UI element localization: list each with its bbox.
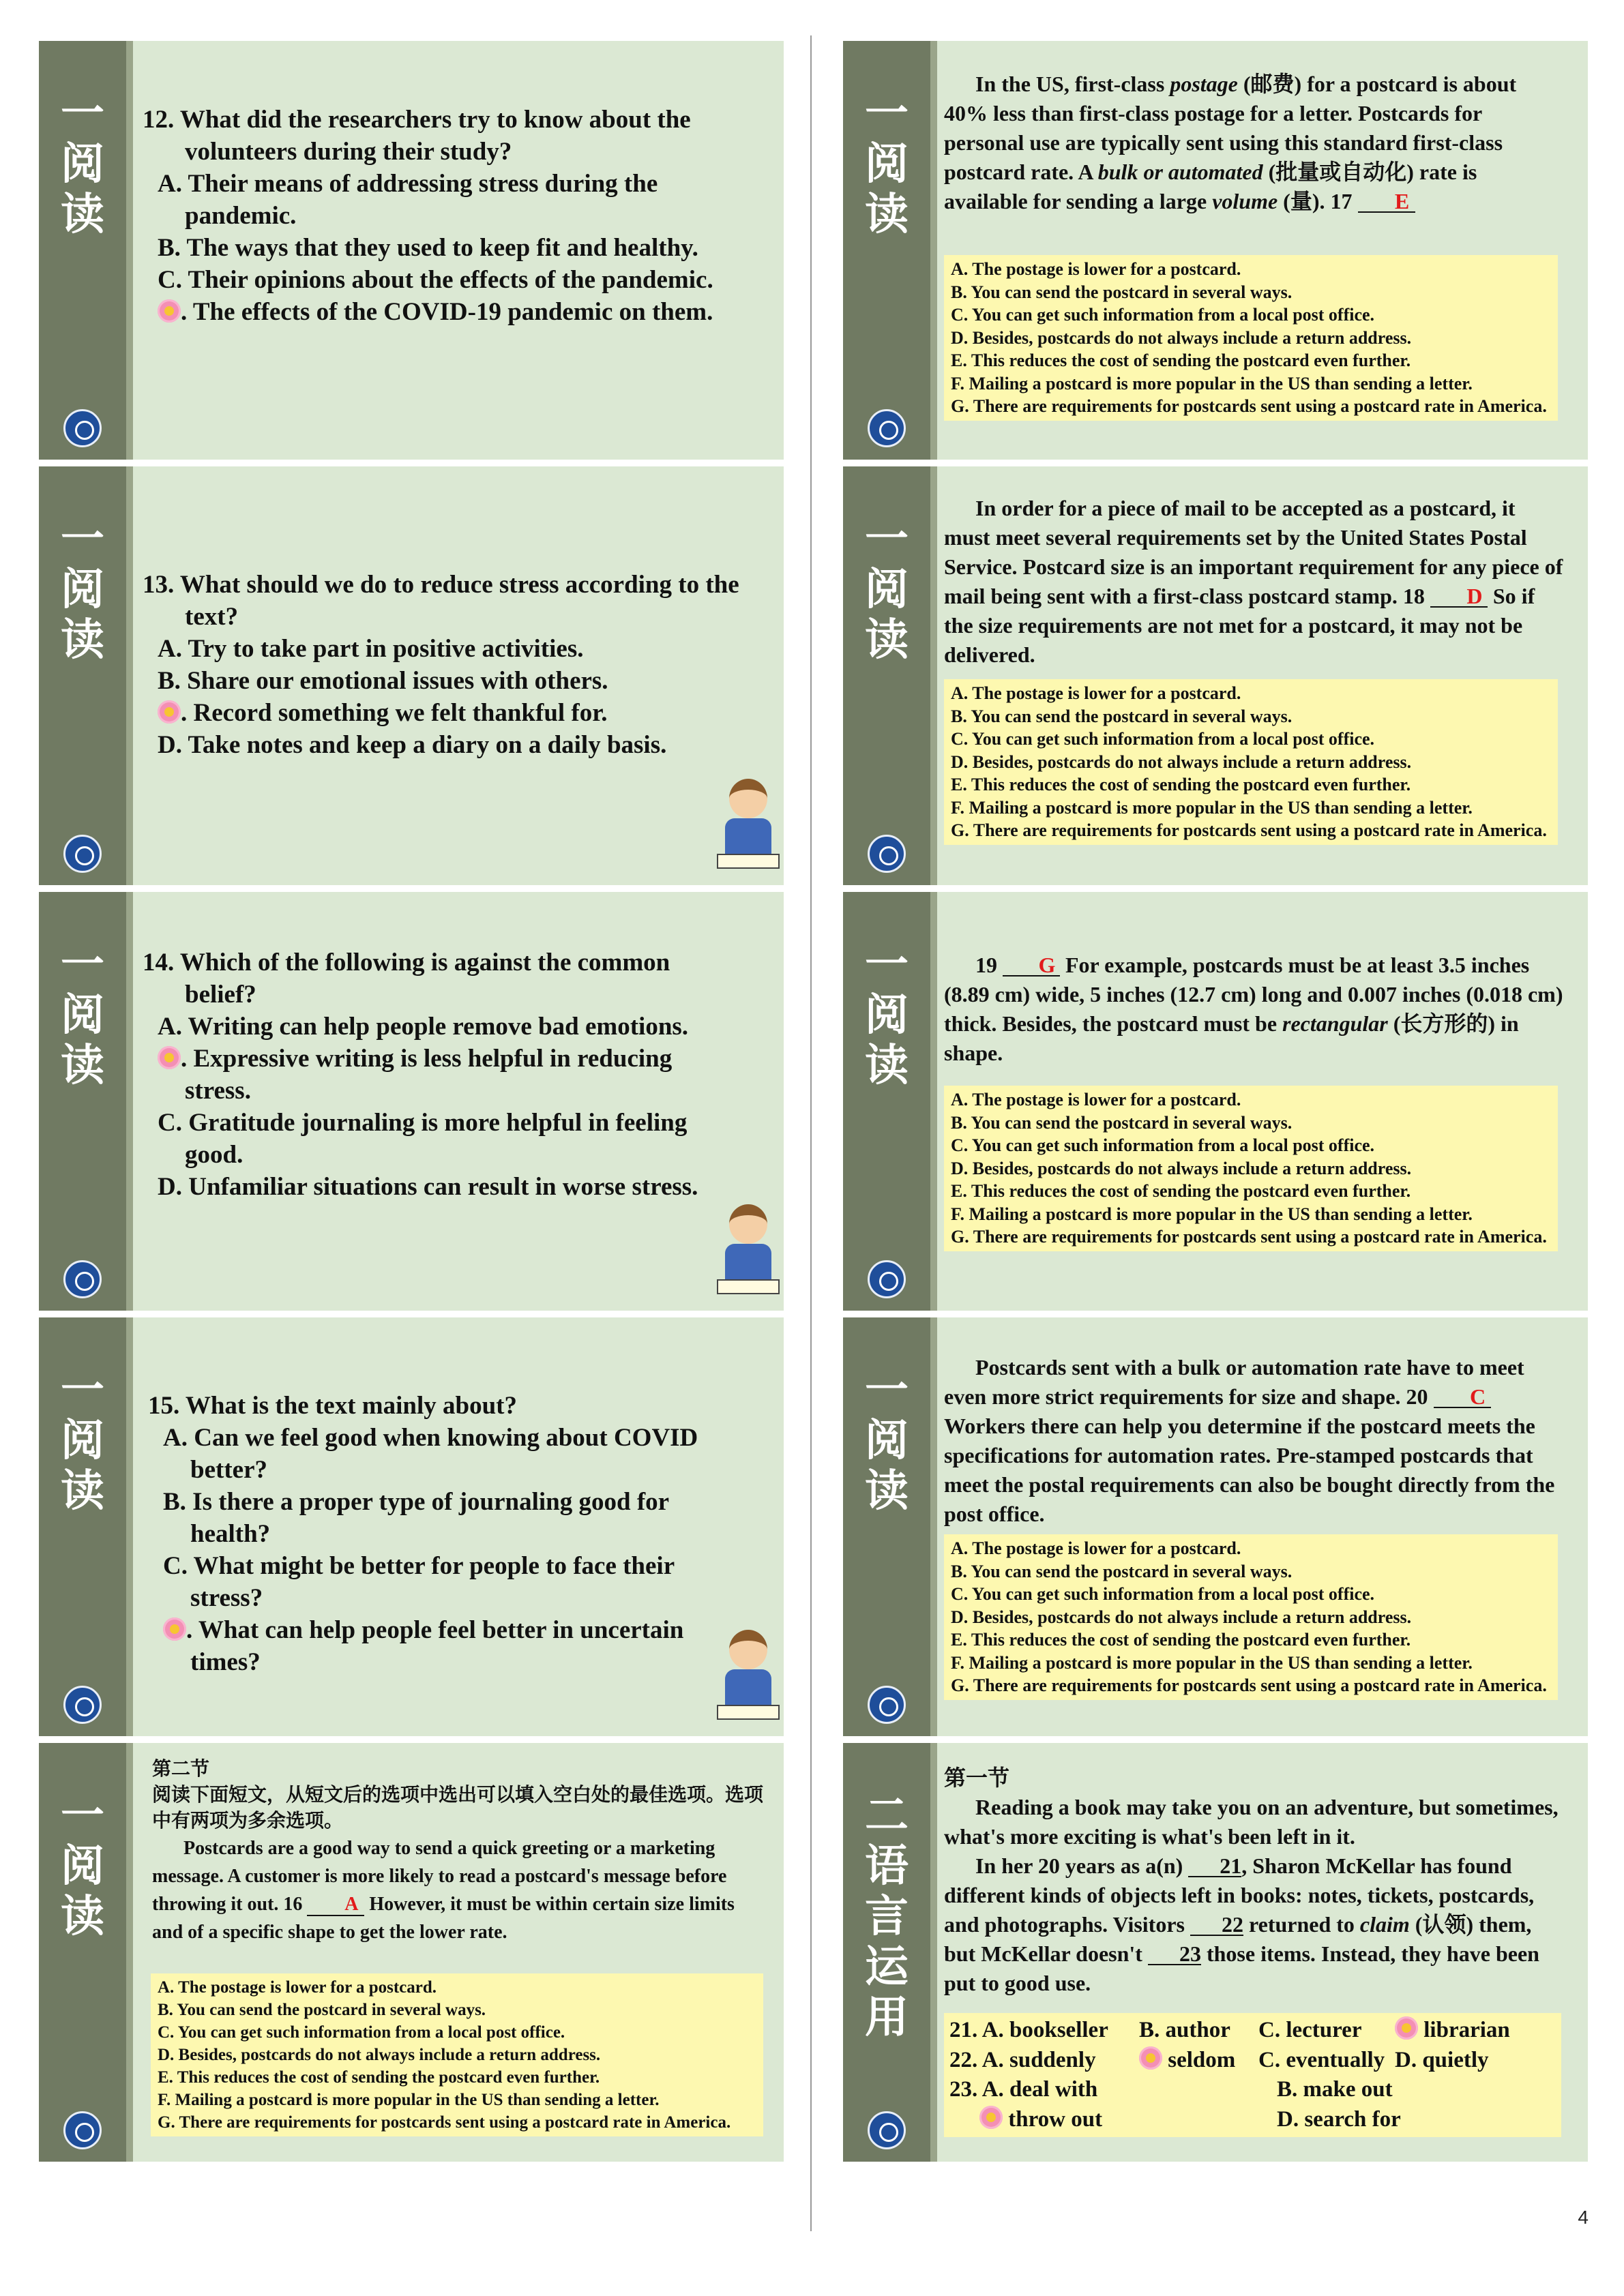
school-logo-icon [868, 2111, 906, 2149]
school-logo-icon [868, 409, 906, 447]
student-cartoon-icon [717, 1199, 780, 1301]
flower-answer-icon [1139, 2046, 1162, 2070]
slide-19 [843, 892, 1588, 1311]
school-logo-icon [868, 1686, 906, 1724]
school-logo-icon [63, 1686, 102, 1724]
passage-text: Postcards are a good way to send a quick greeting or a marketing message. A customer is more likely to read a postcard's message before throwing it out. 16 A However, it must be within certain size limits and of a specific shape to get the lower rate. [152, 1838, 735, 1943]
band-label: 二 语 言 运 用 [865, 1791, 909, 2043]
options-21-23 [944, 2013, 1561, 2137]
passage-16 [152, 1757, 766, 1946]
band-label: 一 阅 读 [865, 940, 909, 1091]
options-row-22: 22. A. suddenly seldom C. eventually D. quietly [949, 2047, 1489, 2072]
band-label: 一 阅 读 [61, 1791, 104, 1942]
option-d: D. Take notes and keep a diary on a daily basis. [158, 731, 667, 759]
slide-21-23 [843, 1743, 1588, 2162]
option-a: A. Try to take part in positive activities. [158, 635, 584, 663]
question-stem: 15. What is the text mainly about? [148, 1392, 517, 1420]
passage-text: Postcards sent with a bulk or automation rate have to meet even more strict requirements for size and shape. 20 C Workers there can help you determine if the postcard meets the specifications for automation rates. Pre-stamped postcards that meet the postal requirements can also be bought directly from the post office. [944, 1355, 1555, 1526]
passage-text: 19 G For example, postcards must be at least 3.5 inches (8.89 cm) wide, 5 inches (12.7 cm) long and 0.007 inches (0.018 cm) thick. Besides, the postcard must be rectangular (长方形的) in shape. [944, 953, 1563, 1065]
school-logo-icon [63, 2111, 102, 2149]
slide-q14 [39, 892, 784, 1311]
slide-q13 [39, 466, 784, 885]
band-label: 一 阅 读 [865, 89, 909, 240]
flower-answer-icon [163, 1617, 186, 1641]
flower-answer-icon [1395, 2016, 1418, 2040]
section-heading: 第一节 [944, 1765, 1010, 1790]
passage-text: In order for a piece of mail to be accepted as a postcard, it must meet several requirements set by the United States Postal Service. Postcard size is an important requirement for any piece of mail being sent with a first-class postcard stamp. 18 D So if the size requirements are not met for a postcard, it may not be delivered. [944, 496, 1563, 667]
option-d: D. Unfamiliar situations can result in worse stress. [158, 1173, 698, 1201]
option-b: . Expressive writing is less helpful in reducing stress. [143, 1043, 743, 1107]
slide-18 [843, 466, 1588, 885]
instruction-text: 阅读下面短文，从短文后的选项中选出可以填入空白处的最佳选项。选项中有两项为多余选项。 [152, 1785, 764, 1832]
band-label: 一 阅 读 [61, 940, 104, 1091]
slide-q15 [39, 1317, 784, 1736]
slide-17 [843, 41, 1588, 460]
options-box: A. The postage is lower for a postcard. B. You can send the postcard in several ways. C. You can get such information from a local post office. D. Besides, postcards do not always include a return address. E. This reduces the cost of sending the postcard even further. F. Mailing a postcard is more popular in the US than sending a letter. G. There are requirements for postcards sent using a postcard rate in America. [944, 1534, 1558, 1700]
options-row-23a: 23. A. deal with B. make out [949, 2077, 1393, 2102]
options-box: A. The postage is lower for a postcard. B. You can send the postcard in several ways. C. You can get such information from a local post office. D. Besides, postcards do not always include a return address. E. This reduces the cost of sending the postcard even further. F. Mailing a postcard is more popular in the US than sending a letter. G. There are requirements for postcards sent using a postcard rate in America. [944, 679, 1558, 845]
school-logo-icon [868, 1260, 906, 1298]
slide-20 [843, 1317, 1588, 1736]
passage-19 [944, 951, 1565, 1068]
options-row-23b: throw out D. search for [949, 2105, 1556, 2135]
school-logo-icon [63, 1260, 102, 1298]
passage-18 [944, 494, 1565, 670]
option-b: B. Is there a proper type of journaling good for health? [163, 1488, 669, 1548]
school-logo-icon [63, 835, 102, 873]
band-label: 一 阅 读 [865, 514, 909, 666]
question-14 [143, 946, 743, 1203]
passage-20 [944, 1353, 1565, 1529]
section-heading: 第二节 [152, 1759, 210, 1780]
option-d: . The effects of the COVID-19 pandemic on them. [143, 296, 743, 328]
option-c: C. Gratitude journaling is more helpful in feeling good. [158, 1109, 688, 1169]
band-label: 一 阅 读 [61, 89, 104, 240]
option-a: A. Writing can help people remove bad emotions. [158, 1013, 689, 1041]
flower-answer-icon [158, 700, 181, 724]
band-label: 一 阅 读 [61, 1365, 104, 1517]
options-box: A. The postage is lower for a postcard. B. You can send the postcard in several ways. C. You can get such information from a local post office. D. Besides, postcards do not always include a return address. E. This reduces the cost of sending the postcard even further. F. Mailing a postcard is more popular in the US than sending a letter. G. There are requirements for postcards sent using a postcard rate in America. [944, 1086, 1558, 1251]
option-a: A. Can we feel good when knowing about COVID better? [163, 1424, 698, 1484]
options-box: A. The postage is lower for a postcard. B. You can send the postcard in several ways. C. You can get such information from a local post office. D. Besides, postcards do not always include a return address. E. This reduces the cost of sending the postcard even further. F. Mailing a postcard is more popular in the US than sending a letter. G. There are requirements for postcards sent using a postcard rate in America. [944, 255, 1558, 421]
passage-paragraph-2: In her 20 years as a(n) 21, Sharon McKellar has found different kinds of objects left in books: notes, tickets, postcards, and photographs. Visitors 22 returned to claim (认领) them, but McKellar doesn't 23 those items. Instead, they have been put to good use. [944, 1853, 1539, 1995]
passage-text: In the US, first-class postage (邮费) for a postcard is about 40% less than first-class postage for a letter. Postcards for personal use are typically sent using this standard first-class postcard rate. A bulk or automated (批量或自动化) rate is available for sending a large volume (量). 17 E [944, 72, 1517, 213]
question-12 [143, 104, 743, 328]
school-logo-icon [63, 409, 102, 447]
options-box: A. The postage is lower for a postcard. B. You can send the postcard in several ways. C. You can get such information from a local post office. D. Besides, postcards do not always include a return address. E. This reduces the cost of sending the postcard even further. F. Mailing a postcard is more popular in the US than sending a letter. G. There are requirements for postcards sent using a postcard rate in America. [151, 1973, 763, 2136]
answer-blank-18: D [1430, 586, 1488, 608]
question-stem: 13. What should we do to reduce stress according to the text? [143, 571, 739, 631]
flower-answer-icon [979, 2106, 1003, 2129]
passage-21 [944, 1763, 1565, 1998]
school-logo-icon [868, 835, 906, 873]
option-c: C. Their opinions about the effects of the pandemic. [158, 266, 713, 294]
slide-q16 [39, 1743, 784, 2162]
answer-blank-17: E [1358, 191, 1415, 213]
option-d: . What can help people feel better in uncertain times? [148, 1614, 748, 1678]
flower-answer-icon [158, 1046, 181, 1069]
answer-blank-20: C [1434, 1386, 1491, 1408]
student-cartoon-icon [717, 773, 780, 876]
question-15 [148, 1390, 748, 1678]
passage-17 [944, 70, 1565, 216]
passage-paragraph-1: Reading a book may take you on an adventure, but sometimes, what's more exciting is what's been left in it. [944, 1795, 1559, 1849]
slide-q12 [39, 41, 784, 460]
question-13 [143, 569, 743, 761]
band-label: 一 阅 读 [865, 1365, 909, 1517]
page-divider [810, 35, 812, 2231]
flower-answer-icon [158, 299, 181, 323]
blank-22: 22 [1190, 1914, 1243, 1936]
blank-23: 23 [1148, 1943, 1201, 1965]
question-stem: 12. What did the researchers try to know about the volunteers during their study? [143, 106, 691, 166]
option-b: B. Share our emotional issues with others. [158, 667, 608, 695]
options-row-21: 21. A. bookseller B. author C. lecturer librarian [949, 2018, 1510, 2042]
option-c: . Record something we felt thankful for. [143, 697, 743, 729]
band-label: 一 阅 读 [61, 514, 104, 666]
option-a: A. Their means of addressing stress during the pandemic. [158, 170, 658, 230]
page-number: 4 [1578, 2207, 1589, 2228]
answer-blank-16: A [307, 1894, 364, 1916]
answer-blank-19: G [1003, 955, 1060, 976]
option-c: C. What might be better for people to face their stress? [163, 1552, 675, 1612]
question-stem: 14. Which of the following is against the common belief? [143, 949, 670, 1009]
blank-21: 21 [1188, 1855, 1241, 1877]
option-b: B. The ways that they used to keep fit and healthy. [158, 234, 698, 262]
